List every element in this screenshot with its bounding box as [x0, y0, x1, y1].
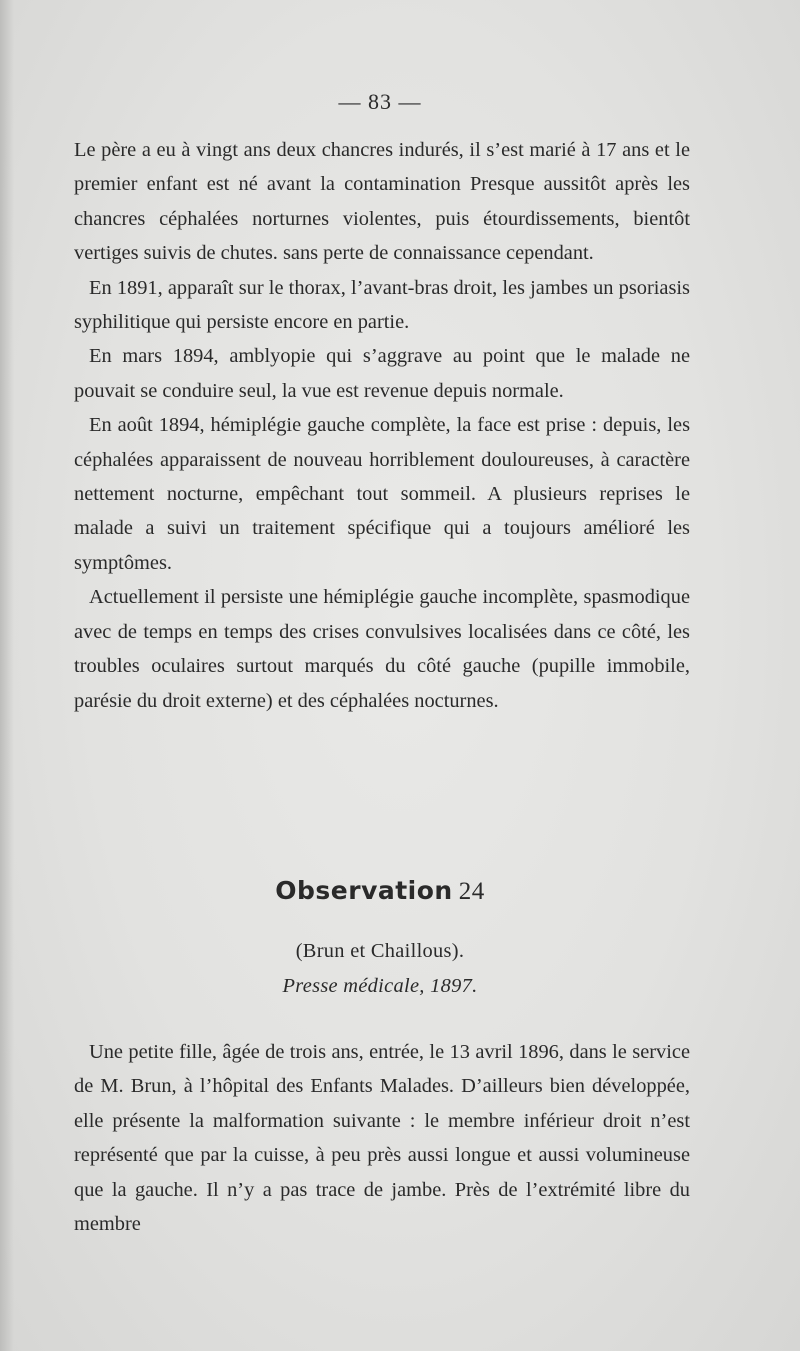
page-edge-shadow — [0, 0, 14, 1351]
paragraph: Actuellement il persiste une hémiplégie gauche incomplète, spasmodique avec de temps en temps des crises convulsives localisées dans ce côté, les troubles oculaires surtout marqués du côté gauche (pupille immobile, parésie du droit externe) et des céphalées nocturnes. — [74, 586, 690, 712]
observation-title: Observation — [275, 876, 453, 905]
page-number: — 83 — — [338, 89, 422, 114]
observation-authors: (Brun et Chaillous). — [295, 940, 465, 962]
paragraph: Le père a eu à vingt ans deux chancres indurés, il s’est marié à 17 ans et le premier enfant est né avant la contamination Presque aussitôt après les chancres céphalées norturnes violentes, puis étourdissements, bientôt vertiges suivis de chutes. sans perte de connaissance cependant. — [74, 139, 690, 265]
bottom-text-block — [74, 1035, 690, 1241]
paragraph: En mars 1894, amblyopie qui s’aggrave au point que le malade ne pouvait se conduire seul, la vue est revenue depuis normale. — [74, 345, 690, 402]
paragraph: En août 1894, hémiplégie gauche complète, la face est prise : depuis, les céphalées apparaissent de nouveau horriblement douloureuses, à caractère nettement nocturne, empêchant tout sommeil. A plusieurs reprises le malade a suivi un traitement spécifique qui a toujours amélioré les symptômes. — [74, 414, 690, 574]
paragraph: Une petite fille, âgée de trois ans, entrée, le 13 avril 1896, dans le service de M. Brun, à l’hôpital des Enfants Malades. D’ailleurs bien développée, elle présente la malformation suivante : le membre inférieur droit n’est représenté que par la cuisse, à peu près aussi longue et aussi volumineuse que la gauche. Il n’y a pas trace de jambe. Près de l’extrémité libre du membre — [74, 1041, 690, 1236]
observation-heading — [0, 876, 760, 906]
paragraph: En 1891, apparaît sur le thorax, l’avant-bras droit, les jambes un psoriasis syphilitique qui persiste encore en partie. — [74, 276, 690, 334]
observation-journal: Presse médicale, 1897. — [282, 975, 478, 997]
observation-number: 24 — [458, 878, 485, 905]
top-text-block — [74, 133, 690, 718]
